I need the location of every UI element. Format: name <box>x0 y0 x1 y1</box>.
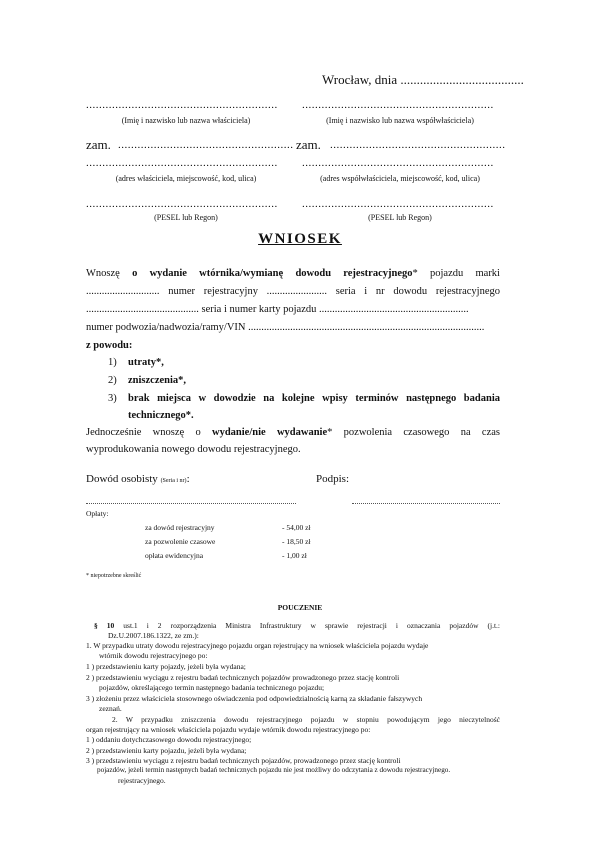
notice-p1: § 10 ust.1 i 2 rozporządzenia Ministra Infrastruktury w sprawie rejestracji i oznaczania pojazdów (j.t.: <box>94 621 501 630</box>
coowner-name-caption: (Imię i nazwisko lub nazwa współwłaściciela) <box>326 116 474 125</box>
notice-p8: 2 ) przedstawieniu karty pojazdu, jeżeli była wydana; <box>86 746 247 755</box>
owner-pesel-caption: (PESEL lub Regon) <box>154 213 218 222</box>
notice-p4-cont: pojazdów, określającego termin następnego badania technicznego pojazdu; <box>99 683 325 692</box>
fees-label: Opłaty: <box>86 509 109 518</box>
reason-label: z powodu: <box>86 340 133 351</box>
notice-p9: 3 ) przedstawieniu wyciągu z rejestru badań technicznych pojazdów, prowadzonego przez stację kontroli <box>86 756 401 765</box>
coowner-name-field[interactable]: ........................................................... <box>302 99 494 111</box>
request-line-2[interactable]: ............................ numer rejestracyjny ....................... seria i nr dowodu rejestracyjnego <box>86 286 500 297</box>
owner-address-caption: (adres właściciela, miejscowość, kod, ulica) <box>115 174 257 183</box>
reason-2-num: 2) <box>108 375 117 386</box>
notice-p2-cont: wtórnik dowodu rejestracyjnego po: <box>99 651 208 660</box>
reason-1-text: utraty*, <box>128 357 164 368</box>
notice-title: POUCZENIE <box>277 603 323 612</box>
coowner-zam-field[interactable]: ...................................................... <box>330 139 506 151</box>
coowner-address-caption: (adres współwłaściciela, miejscowość, kod, ulica) <box>320 174 480 183</box>
notice-p9-cont: pojazdów, jeżeli termin następnych badań technicznych pojazdu nie jest możliwy do odczytania z dowodu rejestracyjnego. <box>97 766 451 774</box>
owner-name-caption: (Imię i nazwisko lub nazwa właściciela) <box>121 116 251 125</box>
coowner-pesel-caption: (PESEL lub Regon) <box>368 213 432 222</box>
owner-zam-field[interactable]: ...................................................... <box>118 139 294 151</box>
notice-p2: 1. W przypadku utraty dowodu rejestracyjnego pojazdu organ rejestrujący na wniosek właściciela pojazdu wydaje <box>86 641 429 650</box>
owner-zam-label: zam. <box>86 137 111 152</box>
fee-item-amount: - 1,00 zł <box>282 551 307 560</box>
notice-p7: 1 ) oddaniu dotychczasowego dowodu rejestracyjnego; <box>86 735 252 744</box>
notice-p6: 2. W przypadku zniszczenia dowodu rejestracyjnego pojazdu w stopniu powodującym jego nieczytelność <box>112 715 500 724</box>
id-document-line[interactable] <box>86 503 296 504</box>
reason-3-text: brak miejsca w dowodzie na kolejne wpisy terminów następnego badania <box>128 393 500 404</box>
id-document-label: Dowód osobisty (Seria i nr): <box>86 473 190 485</box>
request-line-1: Wnoszę o wydanie wtórnika/wymianę dowodu rejestracyjnego* pojazdu marki <box>86 268 500 279</box>
request-line-3[interactable]: ........................................... seria i numer karty pojazdu ......................................................... <box>86 304 469 315</box>
notice-p5-cont: zeznań. <box>99 704 122 713</box>
reason-3-num: 3) <box>108 393 117 404</box>
fee-item-name: za dowód rejestracyjny <box>145 523 215 532</box>
notice-p1-cont: Dz.U.2007.186.1322, ze zm.): <box>108 631 199 640</box>
reason-2-text: zniszczenia*, <box>128 375 187 386</box>
coowner-pesel-field[interactable]: ........................................................... <box>302 198 494 210</box>
signature-line[interactable] <box>352 503 500 504</box>
coowner-address-field[interactable]: ........................................................... <box>302 157 494 169</box>
footnote: * niepotrzebne skreślić <box>86 573 142 579</box>
notice-p9-cont2: rejestracyjnego. <box>118 776 166 785</box>
signature-label: Podpis: <box>316 473 350 485</box>
reason-3-text-cont: technicznego*. <box>128 410 194 421</box>
reason-1-num: 1) <box>108 357 117 368</box>
fee-item-amount: - 18,50 zł <box>282 537 311 546</box>
notice-p4: 2 ) przedstawieniu wyciągu z rejestru badań technicznych pojazdów prowadzonego przez stację kontroli <box>86 673 400 682</box>
owner-pesel-field[interactable]: ........................................................... <box>86 198 278 210</box>
owner-name-field[interactable]: ........................................................... <box>86 99 278 111</box>
notice-p6-cont: organ rejestrujący na wniosek właściciela pojazdu wydaje wtórnik dowodu rejestracyjnego po: <box>86 725 371 734</box>
fee-item-name: za pozwolenie czasowe <box>145 537 216 546</box>
request-line-4[interactable]: numer podwozia/nadwozia/ramy/VIN .......................................................................................... <box>86 322 485 333</box>
permit-line-1: Jednocześnie wnoszę o wydanie/nie wydawanie* pozwolenia czasowego na czas <box>86 427 500 438</box>
notice-p3: 1 ) przedstawieniu karty pojazdy, jeżeli była wydana; <box>86 662 246 671</box>
fee-item-name: opłata ewidencyjna <box>145 551 204 560</box>
coowner-zam-label: zam. <box>296 137 321 152</box>
permit-line-2: wyprodukowania nowego dowodu rejestracyjnego. <box>86 444 301 455</box>
place-date-line: Wrocław, dnia ...................................... <box>322 72 524 87</box>
document-title: WNIOSEK <box>258 231 342 247</box>
owner-address-field[interactable]: ........................................................... <box>86 157 278 169</box>
fee-item-amount: - 54,00 zł <box>282 523 311 532</box>
notice-p5: 3 ) złożeniu przez właściciela stosownego oświadczenia pod odpowiedzialnością karną za składanie fałszywych <box>86 694 423 703</box>
